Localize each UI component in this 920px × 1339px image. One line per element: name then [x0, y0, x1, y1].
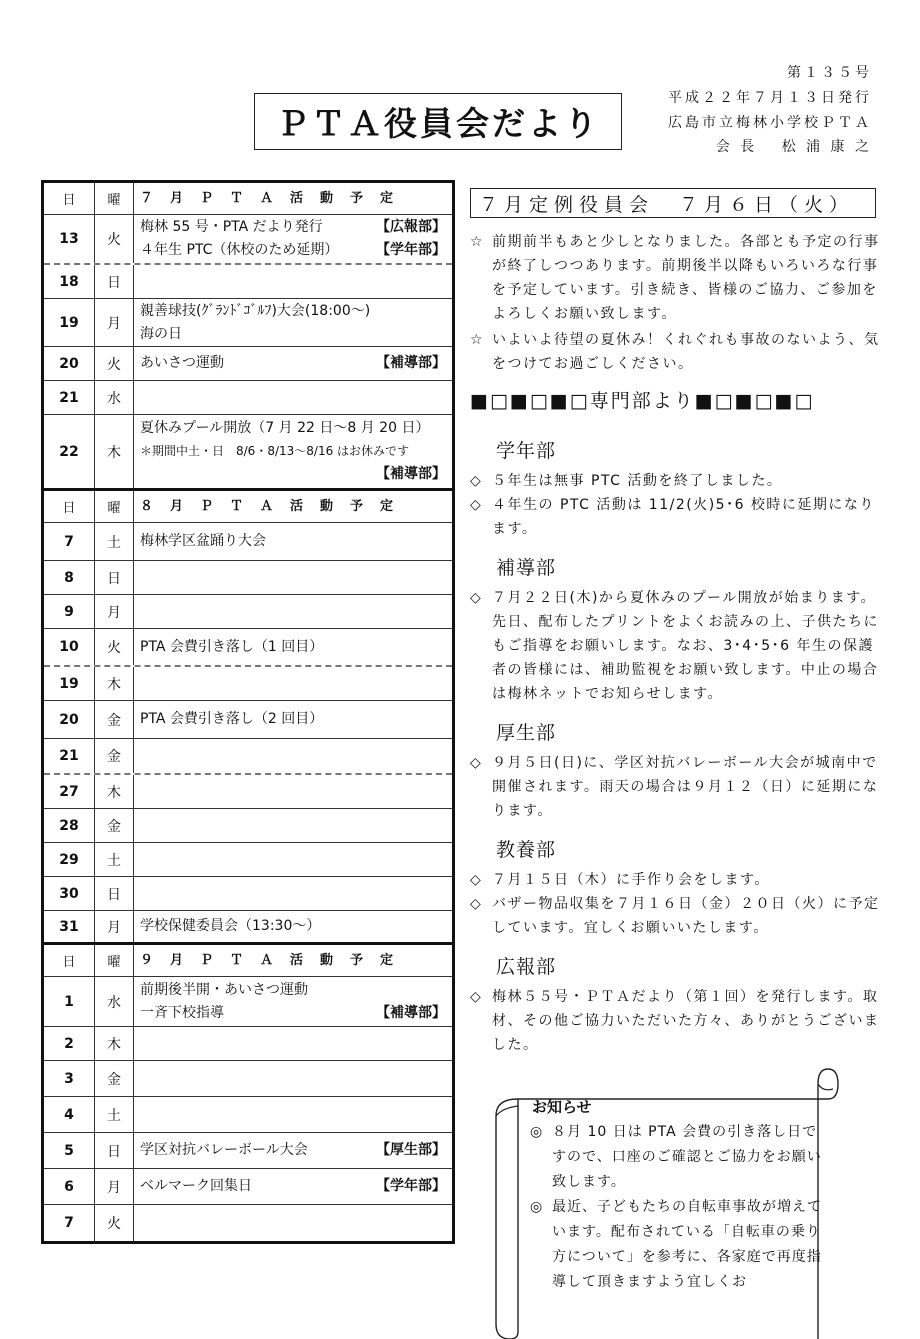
department-title: 補導部 — [496, 557, 557, 579]
row-day: 13 — [44, 215, 95, 263]
issue-number: 第１３５号 — [787, 65, 872, 81]
header-weekday: 曜 — [95, 491, 134, 522]
departments-section — [470, 430, 882, 1063]
event-department: 【広報部】 — [376, 219, 446, 235]
header-weekday: 曜 — [95, 183, 134, 214]
schedule-row — [44, 561, 452, 595]
department-item — [470, 868, 882, 892]
row-weekday: 土 — [95, 1097, 134, 1132]
event-text: 一斉下校指導 — [140, 1004, 224, 1021]
row-weekday: 金 — [95, 739, 134, 773]
star-icon: ☆ — [470, 234, 485, 250]
row-day: 7 — [44, 1205, 95, 1241]
newsletter-title: ＰＴＡ役員会だより — [254, 93, 622, 150]
row-day: 19 — [44, 667, 95, 700]
row-events — [134, 775, 452, 808]
meeting-item-1 — [470, 230, 882, 326]
department-item-text: ７月１５日（木）に手作り会をします。 — [492, 872, 770, 888]
row-day: 30 — [44, 877, 95, 910]
event-text: 学区対抗バレーボール大会 — [140, 1142, 308, 1158]
event-department: 【補導部】 — [376, 466, 446, 482]
row-weekday: 月 — [95, 1169, 134, 1204]
department-title: 広報部 — [496, 956, 557, 978]
event-line — [140, 463, 446, 486]
row-day: 10 — [44, 629, 95, 665]
row-events — [134, 809, 452, 842]
row-day: 27 — [44, 775, 95, 808]
row-events — [134, 911, 452, 942]
row-weekday: 火 — [95, 629, 134, 665]
schedule-header-august — [44, 491, 452, 523]
event-line — [140, 300, 446, 323]
header-month-title: ８ 月 Ｐ Ｔ Ａ 活 動 予 定 — [140, 499, 396, 514]
row-day: 20 — [44, 347, 95, 380]
department-item-text: 梅林５５号・ＰＴＡだより（第１回）を発行します。取材、その他ご協力いただいた方々、ありがとうございました。 — [492, 989, 880, 1053]
row-events — [134, 595, 452, 628]
activity-schedule-table — [41, 180, 455, 1244]
department-title: 学年部 — [496, 440, 557, 462]
row-day: 20 — [44, 701, 95, 738]
row-weekday: 日 — [95, 1133, 134, 1168]
meeting-item-text: いよいよ待望の夏休み！くれぐれも事故のないよう、気をつけてお過ごしください。 — [492, 332, 880, 372]
row-events — [134, 215, 452, 263]
row-events — [134, 523, 452, 560]
schedule-row — [44, 739, 452, 775]
notice-item-1 — [530, 1120, 830, 1195]
schedule-row — [44, 1027, 452, 1061]
event-department: 【学年部】 — [376, 1178, 446, 1194]
row-weekday: 水 — [95, 977, 134, 1026]
schedule-row — [44, 381, 452, 415]
row-day: 2 — [44, 1027, 95, 1060]
event-text: 梅林学区盆踊り大会 — [140, 533, 266, 549]
department-item-text: バザー物品収集を７月１６日（金）２０日（火）に予定しています。宜しくお願いいたします。 — [492, 896, 880, 936]
schedule-row — [44, 347, 452, 381]
schedule-row — [44, 595, 452, 629]
department-item-text: ７月２２日(木)から夏休みのプール開放が始まります。先日、配布したプリントをよくお読みの上、子供たちにもご指導をお願いします。なお、3･4･5･6 年生の保護者の皆様には、補助監視をお願い致します。中止の場合は梅林ネットでお知らせします。 — [492, 590, 879, 702]
schedule-header-september — [44, 945, 452, 977]
row-weekday: 月 — [95, 299, 134, 346]
row-events — [134, 977, 452, 1026]
schedule-row — [44, 215, 452, 265]
schedule-row — [44, 1133, 452, 1169]
row-weekday: 金 — [95, 1061, 134, 1096]
double-circle-icon: ◎ — [530, 1124, 544, 1140]
event-text: PTA 会費引き落し（2 回目） — [140, 711, 324, 727]
schedule-row — [44, 775, 452, 809]
header-day: 日 — [44, 183, 95, 214]
department-title: 教養部 — [496, 839, 557, 861]
row-weekday: 日 — [95, 265, 134, 298]
row-weekday: 木 — [95, 775, 134, 808]
row-events — [134, 381, 452, 414]
schedule-row — [44, 911, 452, 945]
event-line — [140, 323, 446, 346]
event-text: あいさつ運動 — [140, 355, 224, 371]
row-weekday: 火 — [95, 347, 134, 380]
row-weekday: 木 — [95, 1027, 134, 1060]
row-events — [134, 1133, 452, 1168]
department-item — [470, 985, 882, 1057]
row-weekday: 月 — [95, 595, 134, 628]
president-name: 会 長 松 浦 康 之 — [715, 139, 872, 155]
row-day: 21 — [44, 381, 95, 414]
meeting-item-text: 前期前半もあと少しとなりました。各部とも予定の行事が終了しつつあります。前期後半以降もいろいろな行事を予定しています。引き続き、皆様のご協力、ご参加をよろしくお願い致します。 — [492, 234, 880, 322]
row-day: 9 — [44, 595, 95, 628]
row-events — [134, 701, 452, 738]
event-department: 【補導部】 — [376, 1004, 446, 1021]
row-events — [134, 1097, 452, 1132]
event-text: 学校保健委員会（13:30～） — [140, 918, 321, 934]
schedule-row — [44, 1169, 452, 1205]
row-day: 18 — [44, 265, 95, 298]
department-title: 厚生部 — [496, 722, 557, 744]
event-line — [140, 1175, 446, 1198]
department-item-text: ５年生は無事 PTC 活動を終了しました。 — [492, 473, 783, 489]
row-weekday: 木 — [95, 667, 134, 700]
row-weekday: 木 — [95, 415, 134, 488]
schedule-row — [44, 415, 452, 491]
row-events — [134, 1169, 452, 1204]
row-day: 4 — [44, 1097, 95, 1132]
schedule-row — [44, 523, 452, 561]
double-circle-icon: ◎ — [530, 1199, 544, 1215]
department-item — [470, 586, 882, 706]
row-day: 21 — [44, 739, 95, 773]
schedule-row — [44, 265, 452, 299]
notice-item-2 — [530, 1195, 830, 1295]
event-department: 【補導部】 — [376, 355, 446, 371]
row-day: 28 — [44, 809, 95, 842]
header-day: 日 — [44, 945, 95, 976]
row-weekday: 日 — [95, 877, 134, 910]
row-events — [134, 667, 452, 700]
event-line — [140, 708, 446, 731]
schedule-row — [44, 809, 452, 843]
event-line — [140, 915, 446, 938]
row-weekday: 日 — [95, 561, 134, 594]
row-day: 7 — [44, 523, 95, 560]
notice-title: お知らせ — [532, 1098, 592, 1116]
notice-item-text: 最近、子どもたちの自転車事故が増えています。配布されている「自転車の乗り方について」を参考に、各家庭で再度指導して頂きますよう宜しくお — [552, 1199, 822, 1290]
row-day: 5 — [44, 1133, 95, 1168]
meeting-item-2 — [470, 328, 882, 376]
event-text: 親善球技(ｸﾞﾗﾝﾄﾞｺﾞﾙﾌ)大会(18:00～) — [140, 302, 371, 319]
schedule-row — [44, 877, 452, 911]
event-line — [140, 530, 446, 553]
row-day: 8 — [44, 561, 95, 594]
row-weekday: 土 — [95, 523, 134, 560]
event-line — [140, 417, 446, 440]
diamond-icon: ◇ — [470, 590, 483, 606]
event-line — [140, 239, 446, 262]
diamond-icon: ◇ — [470, 896, 483, 912]
event-line — [140, 216, 446, 239]
header-weekday: 曜 — [95, 945, 134, 976]
event-text: 梅林 55 号・PTA だより発行 — [140, 219, 323, 235]
row-weekday: 水 — [95, 381, 134, 414]
row-day: 29 — [44, 843, 95, 876]
row-events — [134, 629, 452, 665]
schedule-row — [44, 299, 452, 347]
row-events — [134, 415, 452, 488]
schedule-header-july — [44, 183, 452, 215]
schedule-row — [44, 629, 452, 667]
row-events — [134, 1027, 452, 1060]
event-text: PTA 会費引き落し（1 回目） — [140, 638, 324, 655]
department-item-text: ９月５日(日)に、学区対抗バレーボール大会が城南中で開催されます。雨天の場合は９月１２（日）に延期になります。 — [492, 755, 879, 819]
department-item — [470, 892, 882, 940]
schedule-row — [44, 1097, 452, 1133]
event-line — [140, 636, 446, 659]
notice-item-text: ８月 10 日は PTA 会費の引き落し日ですので、口座のご確認とご協力をお願い致します。 — [552, 1124, 822, 1190]
header-month-title: ７ 月 Ｐ Ｔ Ａ 活 動 予 定 — [140, 191, 396, 206]
meeting-heading: ７月定例役員会 ７月６日（火） — [470, 188, 876, 218]
row-day: 6 — [44, 1169, 95, 1204]
department-item — [470, 751, 882, 823]
diamond-icon: ◇ — [470, 497, 483, 513]
row-weekday: 土 — [95, 843, 134, 876]
event-department: 【厚生部】 — [376, 1142, 446, 1158]
event-line — [140, 440, 446, 463]
school-name: 広島市立梅林小学校ＰＴＡ — [668, 115, 872, 131]
event-text: 夏休みプール開放（7 月 22 日～8 月 20 日） — [140, 420, 430, 436]
event-text: ４年生 PTC（休校のため延期） — [140, 242, 339, 258]
row-day: 3 — [44, 1061, 95, 1096]
diamond-icon: ◇ — [470, 473, 483, 489]
row-weekday: 金 — [95, 809, 134, 842]
row-events — [134, 1205, 452, 1241]
schedule-row — [44, 843, 452, 877]
row-weekday: 金 — [95, 701, 134, 738]
diamond-icon: ◇ — [470, 989, 483, 1005]
star-icon: ☆ — [470, 332, 485, 348]
event-line — [140, 352, 446, 375]
issue-date: 平成２２年７月１３日発行 — [668, 90, 872, 106]
event-department: 【学年部】 — [376, 242, 446, 258]
header-month-title: ９ 月 Ｐ Ｔ Ａ 活 動 予 定 — [140, 953, 396, 968]
row-day: 22 — [44, 415, 95, 488]
row-day: 19 — [44, 299, 95, 346]
schedule-row — [44, 701, 452, 739]
row-weekday: 火 — [95, 1205, 134, 1241]
row-events — [134, 299, 452, 346]
row-events — [134, 877, 452, 910]
schedule-row — [44, 1061, 452, 1097]
diamond-icon: ◇ — [470, 755, 483, 771]
header-day: 日 — [44, 491, 95, 522]
row-events — [134, 347, 452, 380]
event-text: ベルマーク回集日 — [140, 1178, 252, 1194]
schedule-row — [44, 977, 452, 1027]
department-item — [470, 493, 882, 541]
department-item-text: ４年生の PTC 活動は 11/2(火)5･6 校時に延期になります。 — [492, 497, 875, 537]
event-line — [140, 1139, 446, 1162]
event-text: 前期後半開・あいさつ運動 — [140, 981, 308, 998]
schedule-row — [44, 1205, 452, 1241]
department-item — [470, 469, 882, 493]
row-events — [134, 1061, 452, 1096]
event-line — [140, 1002, 446, 1025]
departments-heading: ■□■□■□専門部より■□■□■□ — [470, 390, 815, 412]
row-day: 31 — [44, 911, 95, 942]
row-weekday: 月 — [95, 911, 134, 942]
row-events — [134, 843, 452, 876]
schedule-row — [44, 667, 452, 701]
row-events — [134, 561, 452, 594]
row-day: 1 — [44, 977, 95, 1026]
event-line — [140, 979, 446, 1002]
row-weekday: 火 — [95, 215, 134, 263]
diamond-icon: ◇ — [470, 872, 483, 888]
event-text: ＊期間中土・日 8/6・8/13～8/16 はお休みです — [140, 444, 410, 458]
event-text: 海の日 — [140, 325, 182, 342]
row-events — [134, 739, 452, 773]
row-events — [134, 265, 452, 298]
